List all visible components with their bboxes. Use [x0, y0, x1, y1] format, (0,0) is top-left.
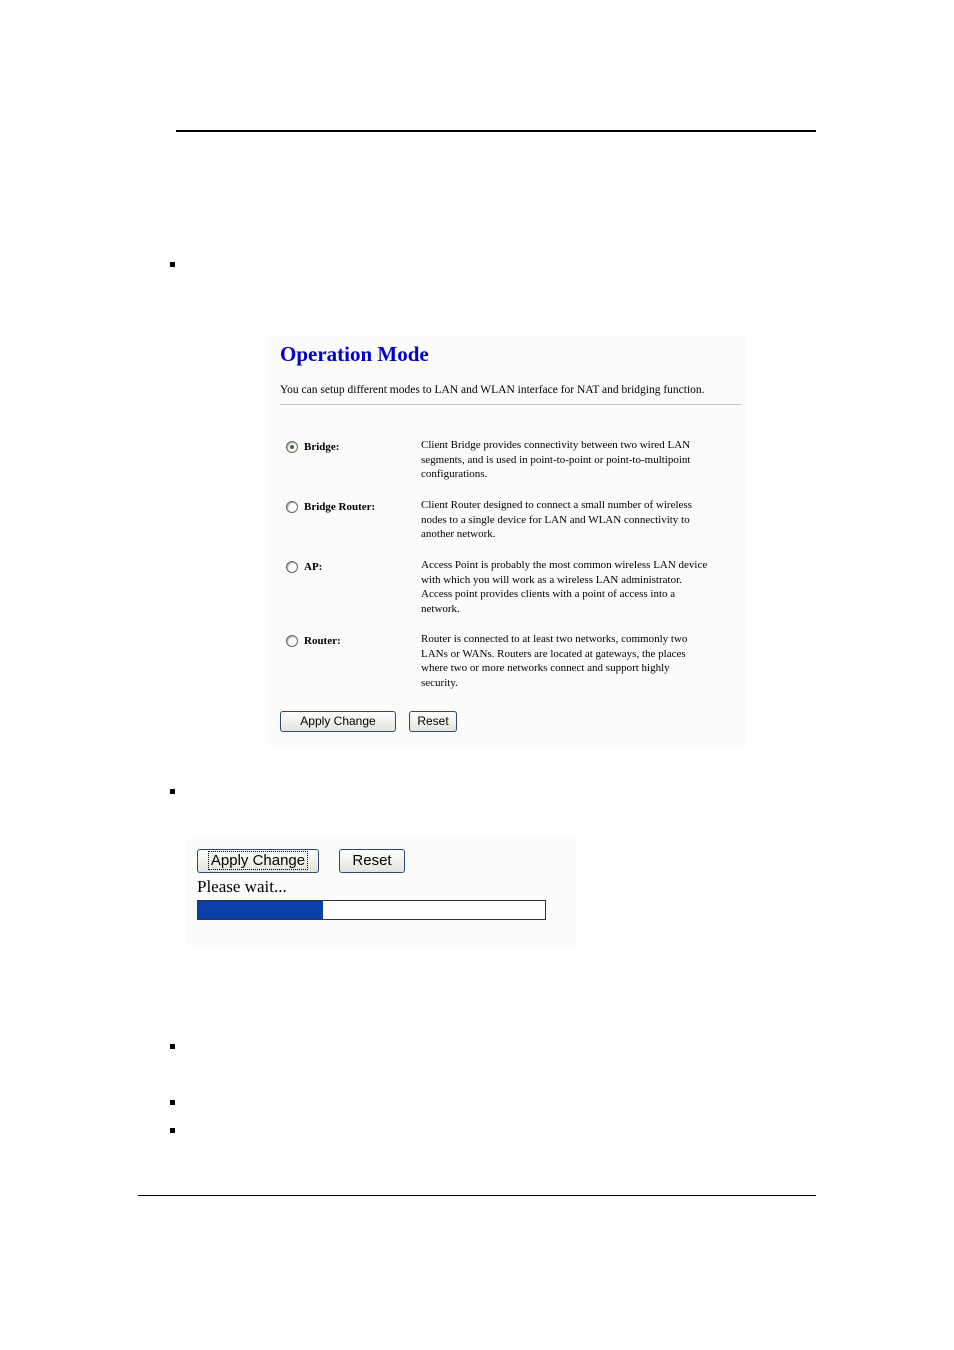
bullet-marker — [170, 262, 175, 267]
desc-line: Router is connected to at least two networks, commonly two — [421, 633, 688, 645]
footer-rule — [138, 1195, 816, 1196]
reset-button[interactable]: Reset — [339, 849, 405, 873]
divider — [280, 404, 742, 405]
desc-line: Access point provides clients with a point of access into a — [421, 588, 676, 600]
apply-change-label: Apply Change — [208, 851, 308, 870]
apply-change-button[interactable] — [197, 849, 319, 873]
desc-line: Access Point is probably the most common wireless LAN device — [421, 559, 708, 571]
progress-bar — [197, 900, 546, 920]
ap-radio[interactable] — [286, 561, 298, 573]
desc-line: segments, and is used in point-to-point or point-to-multipoint — [421, 453, 691, 466]
bullet-marker — [170, 1100, 175, 1105]
bullet-marker — [170, 789, 175, 794]
mode-description — [421, 558, 743, 616]
desc-line: nodes to a single device for LAN and WLAN connectivity to — [421, 513, 690, 526]
mode-label: AP: — [304, 561, 323, 573]
reset-button[interactable]: Reset — [409, 711, 457, 732]
desc-line: security. — [421, 676, 458, 689]
desc-line: network. — [421, 602, 460, 615]
desc-line: another network. — [421, 528, 496, 540]
desc-line: Client Bridge provides connectivity between two wired LAN — [421, 439, 691, 451]
desc-line: configurations. — [421, 468, 488, 480]
mode-description — [421, 632, 743, 690]
page-title: Operation Mode — [280, 342, 429, 366]
progress-bar-fill — [198, 901, 323, 919]
apply-change-button[interactable]: Apply Change — [280, 711, 396, 732]
desc-line: Client Router designed to connect a small number of wireless — [421, 499, 692, 511]
bridge-router-radio[interactable] — [286, 501, 298, 513]
router-radio[interactable] — [286, 635, 298, 647]
applying-screenshot — [186, 838, 576, 946]
bullet-marker — [170, 1044, 175, 1049]
wait-message: Please wait... — [197, 877, 287, 896]
mode-label: Bridge Router: — [304, 501, 376, 513]
header-rule — [176, 130, 816, 132]
mode-label: Bridge: — [304, 441, 340, 453]
operation-mode-screenshot — [268, 336, 746, 746]
mode-description — [421, 498, 743, 542]
desc-line: with which you will work as a wireless LAN administrator. — [421, 573, 682, 586]
bullet-marker — [170, 1128, 175, 1133]
mode-description — [421, 438, 743, 482]
desc-line: where two or more networks connect and support highly — [421, 662, 670, 674]
bridge-radio[interactable] — [286, 441, 298, 453]
page-description: You can setup different modes to LAN and WLAN interface for NAT and bridging function. — [280, 384, 705, 396]
desc-line: LANs or WANs. Routers are located at gateways, the places — [421, 647, 686, 660]
mode-label: Router: — [304, 635, 341, 647]
